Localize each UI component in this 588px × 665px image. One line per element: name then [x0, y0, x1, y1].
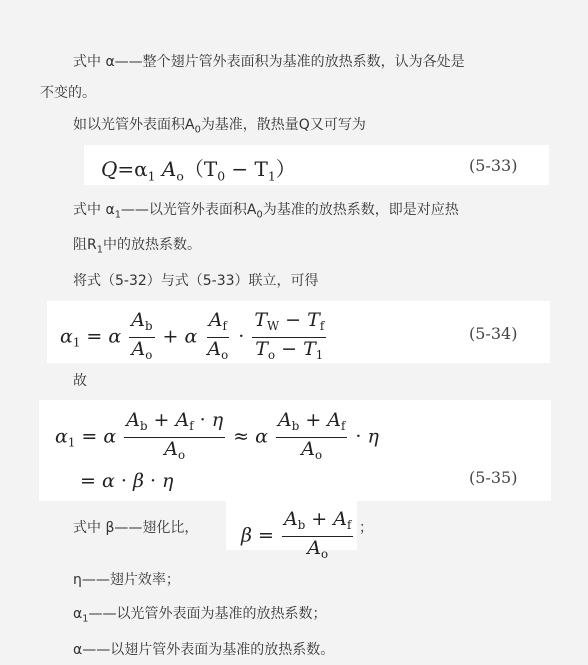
- paragraph-line-7: 故: [73, 373, 87, 389]
- paragraph-line-3: 如以光管外表面积$A_0$为基准，散热量Q又可写为: [73, 117, 366, 136]
- paragraph-line-2: 不变的。: [40, 85, 96, 101]
- paragraph-line-6: 将式（5-32）与式（5-33）联立，可得: [73, 273, 319, 289]
- equation-5-35-line-1: $\alpha_1 = \alpha$ $\frac{A_b + A_f \cdot \eta}{A_o}$ ≈ α $\frac{A_b + A_f}{A_o}$ · η: [55, 409, 379, 463]
- equation-5-35-number: (5-35): [469, 468, 518, 487]
- equation-5-33: $Q=\alpha_1$ $A_o(T_0 - T_1)$: [101, 157, 296, 184]
- paragraph-line-4: 式中 $\alpha_1——$以光管外表面积$A_0$为基准的放热系数，即是对应热: [73, 202, 459, 221]
- paragraph-line-1: 式中 α——整个翅片管外表面积为基准的放热系数，认为各处是: [73, 54, 465, 70]
- paragraph-line-5: 阻$R_1$中的放热系数。: [73, 237, 201, 256]
- beta-equation: β = $\frac{A_b + A_f}{A_o}$: [241, 508, 352, 562]
- paragraph-line-8-prefix: 式中 β——翅化比，: [73, 520, 199, 536]
- equation-5-35-line-2: = α · β · η: [80, 470, 174, 492]
- equation-5-34-number: (5-34): [469, 324, 518, 343]
- equation-5-33-number: (5-33): [469, 156, 518, 175]
- paragraph-line-8-suffix: ；: [359, 520, 373, 536]
- paragraph-line-10: $\alpha_1——$以光管外表面为基准的放热系数；: [73, 606, 327, 625]
- equation-5-34: $\alpha_1 = \alpha$ $\frac{A_b}{A_o}$ + α $\frac{A_f}{A_o}$ · $\frac{T_W - T_f}{T_o - T_1}$: [60, 309, 325, 363]
- paragraph-line-11: α——以翅片管外表面为基准的放热系数。: [73, 642, 335, 658]
- paragraph-line-9: η——翅片效率；: [73, 572, 180, 588]
